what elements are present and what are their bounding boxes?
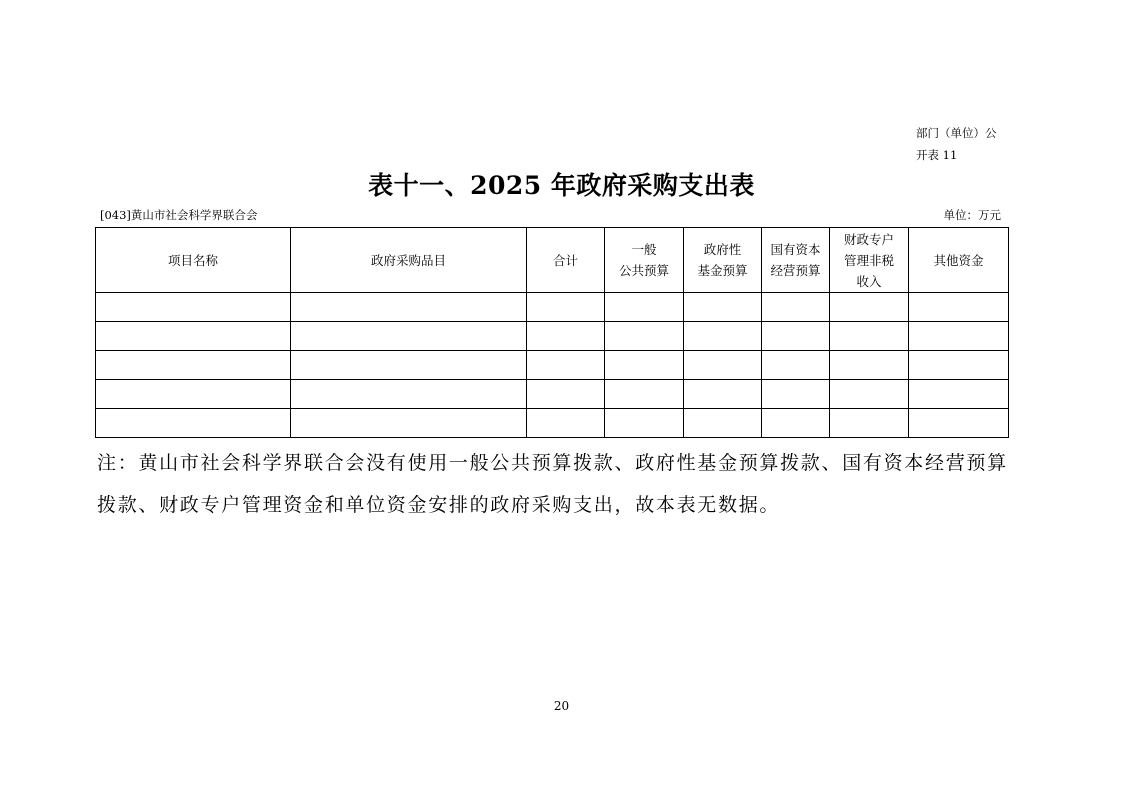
table-row <box>96 409 1009 438</box>
table-cell <box>909 322 1009 351</box>
table-row <box>96 380 1009 409</box>
table-row <box>96 351 1009 380</box>
table-cell <box>527 351 605 380</box>
table-cell <box>830 380 909 409</box>
table-cell <box>527 293 605 322</box>
table-cell <box>909 409 1009 438</box>
table-cell <box>909 351 1009 380</box>
table-cell <box>527 409 605 438</box>
header-general-budget: 一般 公共预算 <box>605 228 684 293</box>
table-cell <box>762 351 830 380</box>
header-special-account-income: 财政专户 管理非税 收入 <box>830 228 909 293</box>
corner-note <box>916 122 997 166</box>
table-cell <box>96 322 291 351</box>
table-cell <box>830 293 909 322</box>
table-cell <box>291 351 527 380</box>
table-cell <box>762 322 830 351</box>
organization-label: [043]黄山市社会科学界联合会 <box>100 208 258 222</box>
header-fund-budget: 政府性 基金预算 <box>684 228 762 293</box>
table-header-row <box>96 228 1009 293</box>
table-cell <box>762 409 830 438</box>
procurement-table <box>95 227 1009 438</box>
header-total: 合计 <box>527 228 605 293</box>
page-number: 20 <box>553 699 570 713</box>
corner-note-line1: 部门（单位）公 <box>916 126 997 140</box>
explanatory-note: 注：黄山市社会科学界联合会没有使用一般公共预算拨款、政府性基金预算拨款、国有资本经营预算拨款、财政专户管理资金和单位资金安排的政府采购支出，故本表无数据。 <box>97 452 1008 516</box>
header-project-name: 项目名称 <box>96 228 291 293</box>
table-cell <box>605 380 684 409</box>
header-other-funds: 其他资金 <box>909 228 1009 293</box>
table-row <box>96 322 1009 351</box>
header-procurement-item: 政府采购品目 <box>291 228 527 293</box>
table-cell <box>830 351 909 380</box>
header-state-capital-budget: 国有资本 经营预算 <box>762 228 830 293</box>
table-cell <box>684 351 762 380</box>
table-cell <box>605 293 684 322</box>
table-cell <box>830 322 909 351</box>
table-cell <box>291 409 527 438</box>
table-row <box>96 293 1009 322</box>
table-cell <box>96 293 291 322</box>
table-cell <box>96 409 291 438</box>
table-cell <box>762 380 830 409</box>
table-cell <box>527 380 605 409</box>
table-cell <box>605 322 684 351</box>
table-cell <box>909 380 1009 409</box>
table-cell <box>762 293 830 322</box>
table-cell <box>96 351 291 380</box>
table-cell <box>909 293 1009 322</box>
table-cell <box>291 380 527 409</box>
page-title: 表十一、2025 年政府采购支出表 <box>368 171 755 200</box>
unit-label: 单位：万元 <box>943 208 1001 222</box>
table-cell <box>684 293 762 322</box>
table-cell <box>684 409 762 438</box>
table-cell <box>291 322 527 351</box>
table-cell <box>605 409 684 438</box>
table-cell <box>96 380 291 409</box>
table-cell <box>684 322 762 351</box>
table-cell <box>605 351 684 380</box>
table-cell <box>684 380 762 409</box>
corner-note-line2: 开表 11 <box>916 148 958 162</box>
table-cell <box>830 409 909 438</box>
table-cell <box>527 322 605 351</box>
table-cell <box>291 293 527 322</box>
